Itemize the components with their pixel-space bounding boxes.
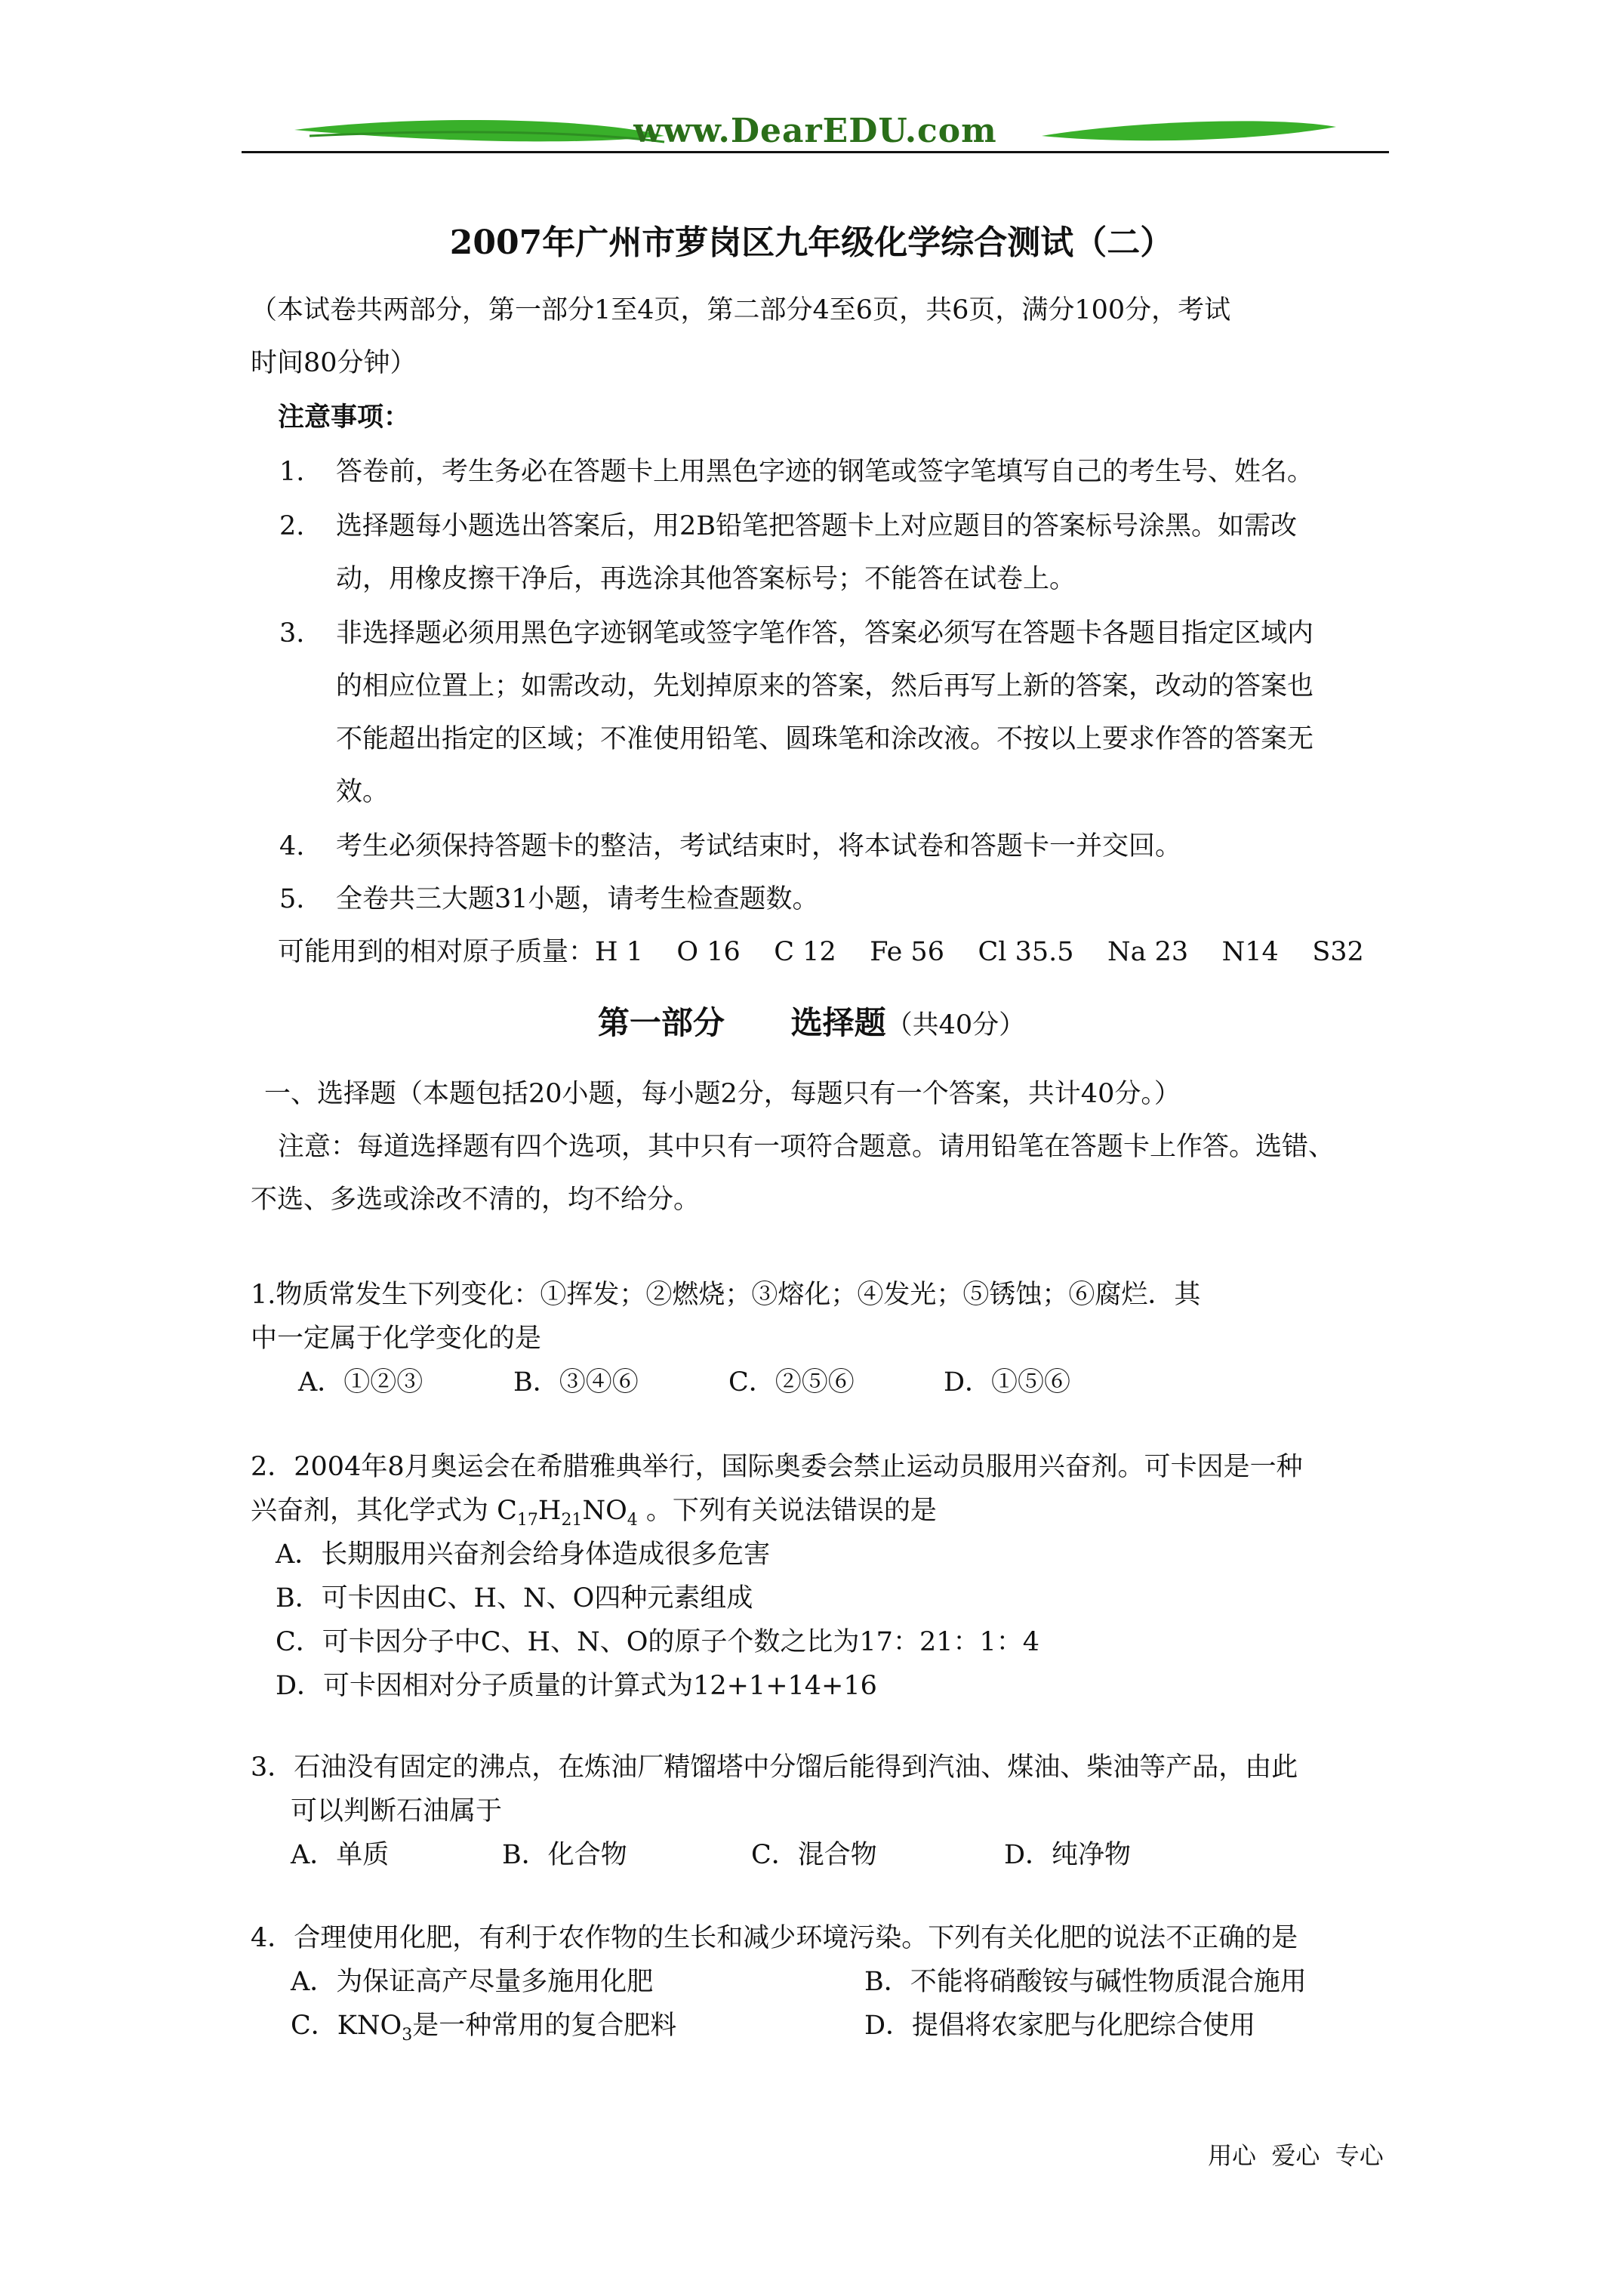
notice-item-3-line-3: 不能超出指定的区域；不准使用铅笔、圆珠笔和涂改液。不按以上要求作答的答案无	[336, 724, 1314, 754]
notice-num-1: 1.	[279, 457, 305, 487]
q4-option-b: B．不能将硝酸铵与碱性物质混合施用	[864, 1967, 1307, 1997]
notice-item-2-line-1: 选择题每小题选出答案后，用2B铅笔把答题卡上对应题目的答案标号涂黑。如需改	[336, 511, 1297, 541]
notice-item-5-line-1: 全卷共三大题31小题，请考生检查题数。	[336, 884, 819, 914]
q3-line-1: 3．石油没有固定的沸点，在炼油厂精馏塔中分馏后能得到汽油、煤油、柴油等产品，由此	[251, 1752, 1298, 1783]
q2-h: H	[537, 1496, 562, 1526]
q4-line-1: 4．合理使用化肥，有利于农作物的生长和减少环境污染。下列有关化肥的说法不正确的是	[251, 1923, 1298, 1953]
notice-num-4: 4.	[279, 831, 305, 861]
notice-heading: 注意事项：	[278, 402, 411, 433]
q3-option-a: A．单质	[291, 1840, 390, 1870]
notice-item-3-line-2: 的相应位置上；如需改动，先划掉原来的答案，然后再写上新的答案，改动的答案也	[336, 671, 1314, 701]
q1-option-d: D．①⑤⑥	[944, 1367, 1071, 1398]
part1-title-text: 第一部分 选择题	[597, 1004, 886, 1041]
part1-title	[0, 998, 1623, 1043]
q1-line-2: 中一定属于化学变化的是	[251, 1324, 542, 1354]
q4-option-c-pre: C．KNO	[291, 2011, 402, 2041]
q2-sub-4: 4	[627, 1511, 638, 1530]
q2-no: NO	[582, 1496, 627, 1526]
q4-option-a: A．为保证高产尽量多施用化肥	[291, 1967, 654, 1997]
intro-line-1: （本试卷共两部分，第一部分1至4页，第二部分4至6页，共6页，满分100分，考试	[251, 295, 1231, 325]
notice-item-3-line-1: 非选择题必须用黑色字迹钢笔或签字笔作答，答案必须写在答题卡各题目指定区域内	[336, 618, 1314, 649]
notice-num-2: 2.	[279, 511, 305, 541]
q3-line-2: 可以判断石油属于	[291, 1796, 503, 1826]
part1-note-line-2: 不选、多选或涂改不清的，均不给分。	[251, 1185, 701, 1215]
q2-option-c: C．可卡因分子中C、H、N、O的原子个数之比为17：21：1：4	[276, 1627, 1040, 1657]
q4-option-d: D．提倡将农家肥与化肥综合使用	[864, 2011, 1256, 2041]
q2-line-2-post: 。下列有关说法错误的是	[637, 1496, 937, 1526]
q2-option-b: B．可卡因由C、H、N、O四种元素组成	[276, 1583, 753, 1613]
part1-instruction: 一、选择题（本题包括20小题，每小题2分，每题只有一个答案，共计40分。）	[264, 1079, 1181, 1109]
page-footer: 用心 爱心 专心	[1208, 2141, 1384, 2170]
part1-score: （共40分）	[885, 1010, 1026, 1040]
q4-option-c	[291, 2004, 676, 2057]
notice-num-5: 5.	[279, 884, 305, 914]
part1-note-line-1: 注意：每道选择题有四个选项，其中只有一项符合题意。请用铅笔在答题卡上作答。选错、	[278, 1132, 1335, 1162]
q2-option-d: D．可卡因相对分子质量的计算式为12+1+14+16	[276, 1671, 877, 1701]
q1-option-c: C．②⑤⑥	[728, 1367, 855, 1398]
notice-item-4-line-1: 考生必须保持答题卡的整洁，考试结束时，将本试卷和答题卡一并交回。	[336, 831, 1182, 861]
atomic-mass-line: 可能用到的相对原子质量：H 1 O 16 C 12 Fe 56 Cl 35.5 Na 23 N14 S32	[278, 937, 1364, 967]
q3-option-b: B．化合物	[502, 1840, 627, 1870]
q1-option-b: B．③④⑥	[513, 1367, 639, 1398]
page-title: 2007年广州市萝岗区九年级化学综合测试（二）	[449, 223, 1174, 262]
q2-sub-17: 17	[516, 1511, 538, 1530]
q1-option-a: A．①②③	[298, 1367, 423, 1398]
q2-option-a: A．长期服用兴奋剂会给身体造成很多危害	[276, 1539, 771, 1570]
header-rule	[242, 151, 1389, 153]
intro-line-2: 时间80分钟）	[251, 348, 417, 378]
notice-item-1-line-1: 答卷前，考生务必在答题卡上用黑色字迹的钢笔或签字笔填写自己的考生号、姓名。	[336, 457, 1314, 487]
q4-option-c-sub: 3	[402, 2026, 413, 2045]
q3-option-c: C．混合物	[751, 1840, 877, 1870]
q2-sub-21: 21	[561, 1511, 583, 1530]
q2-line-2-pre: 兴奋剂，其化学式为 C	[251, 1496, 517, 1526]
notice-item-3-line-4: 效。	[336, 777, 390, 807]
q4-option-c-post: 是一种常用的复合肥料	[412, 2011, 677, 2041]
q1-line-1: 1.物质常发生下列变化：①挥发；②燃烧；③熔化；④发光；⑤锈蚀；⑥腐烂．其	[251, 1280, 1201, 1310]
site-url: www.DearEDU.com	[633, 112, 997, 150]
notice-item-2-line-2: 动，用橡皮擦干净后，再选涂其他答案标号；不能答在试卷上。	[336, 564, 1076, 594]
header-banner	[242, 106, 1389, 174]
notice-num-3: 3.	[279, 618, 305, 649]
q3-option-d: D．纯净物	[1004, 1840, 1132, 1870]
q2-line-1: 2．2004年8月奥运会在希腊雅典举行，国际奥委会禁止运动员服用兴奋剂。可卡因是一种	[251, 1452, 1303, 1482]
